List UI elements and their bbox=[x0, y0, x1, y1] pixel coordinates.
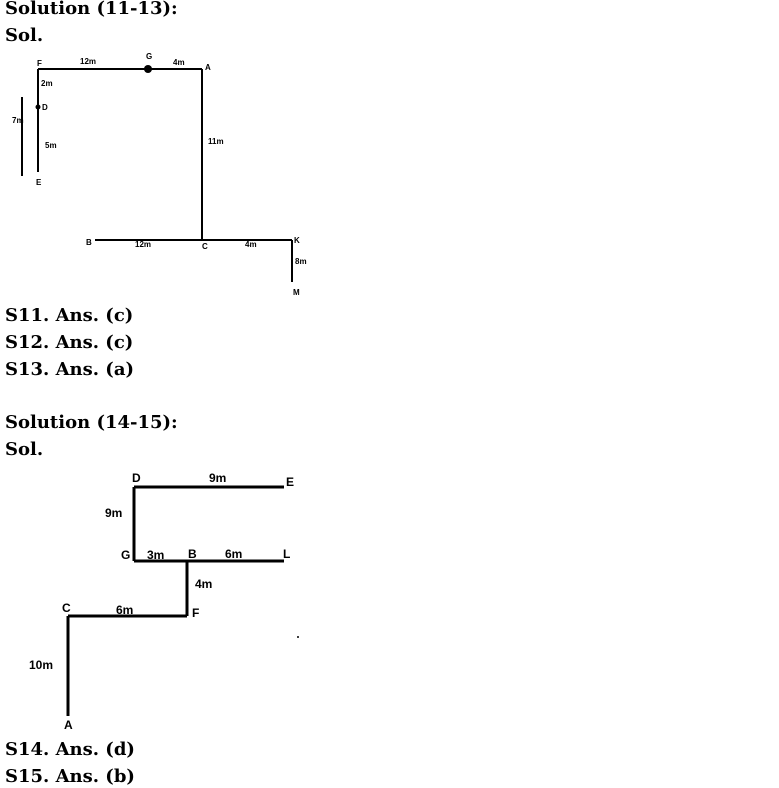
answer-s15: S15. Ans. (b) bbox=[5, 766, 135, 787]
point-a-label: A bbox=[205, 63, 211, 72]
distance-bf2-label: 4m bbox=[195, 577, 213, 591]
diagram-14-15 bbox=[68, 487, 284, 716]
distance-cf2-label: 6m bbox=[116, 603, 134, 617]
point-a2-label: A bbox=[64, 718, 73, 732]
distance-ac-label: 11m bbox=[208, 137, 224, 146]
point-c-label: C bbox=[202, 242, 208, 251]
answer-s12: S12. Ans. (c) bbox=[5, 332, 134, 353]
point-d-marker bbox=[36, 105, 41, 110]
distance-fd-label: 2m bbox=[41, 79, 53, 88]
distance-ck-label: 4m bbox=[245, 240, 257, 249]
point-e2-label: E bbox=[286, 475, 295, 489]
diagram-11-13 bbox=[22, 69, 292, 282]
distance-fg-label: 12m bbox=[80, 57, 97, 66]
distance-bc-label: 12m bbox=[135, 240, 152, 249]
point-e-label: E bbox=[36, 178, 42, 187]
distance-de2-label: 9m bbox=[209, 471, 227, 485]
distance-ga-label: 4m bbox=[173, 58, 185, 67]
distance-dg2-label: 9m bbox=[105, 506, 123, 520]
solution-11-13-heading: Solution (11-13): bbox=[5, 0, 178, 19]
point-b-label: B bbox=[86, 238, 92, 247]
point-l2-label: L bbox=[283, 547, 291, 561]
point-g-marker bbox=[144, 65, 152, 73]
stray-dot bbox=[297, 636, 299, 638]
distance-km-label: 8m bbox=[295, 257, 307, 266]
distance-bl2-label: 6m bbox=[225, 547, 243, 561]
point-k-label: K bbox=[294, 236, 300, 245]
point-d2-label: D bbox=[132, 471, 141, 485]
answer-s14: S14. Ans. (d) bbox=[5, 739, 135, 760]
point-b2-label: B bbox=[188, 547, 197, 561]
point-g-label: G bbox=[146, 52, 153, 61]
distance-ac2-label: 10m bbox=[29, 658, 54, 672]
distance-de-label: 5m bbox=[45, 141, 57, 150]
solution-14-15-heading: Solution (14-15): bbox=[5, 412, 178, 433]
distance-gb2-label: 3m bbox=[147, 548, 165, 562]
point-f2-label: F bbox=[192, 606, 200, 620]
point-g2-label: G bbox=[121, 548, 131, 562]
answer-s13: S13. Ans. (a) bbox=[5, 359, 134, 380]
answer-s11: S11. Ans. (c) bbox=[5, 305, 134, 326]
distance-fe-label: 7m bbox=[12, 116, 24, 125]
point-m-label: M bbox=[293, 288, 300, 297]
sol-label-2: Sol. bbox=[5, 439, 44, 460]
point-d-label: D bbox=[42, 103, 48, 112]
sol-label-1: Sol. bbox=[5, 25, 44, 46]
point-c2-label: C bbox=[62, 601, 71, 615]
point-f-label: F bbox=[37, 59, 42, 68]
